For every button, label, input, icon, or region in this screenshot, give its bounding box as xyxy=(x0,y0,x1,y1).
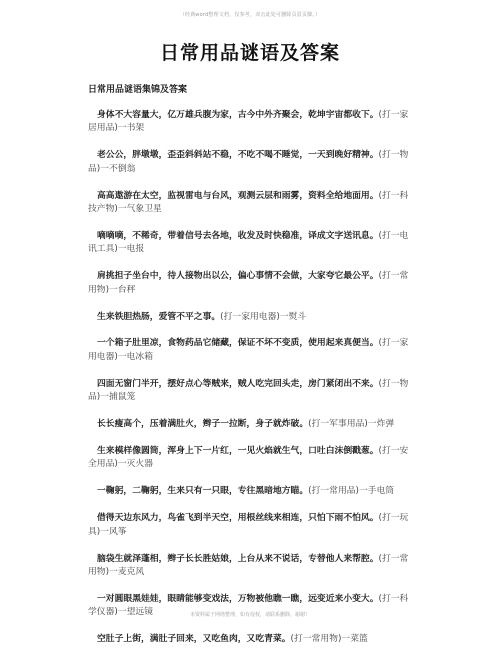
riddle-item xyxy=(88,190,414,217)
riddle-question: 嘀嘀嘀，不稀奇，带着信号去各地，收发及时快稳准，译成文字送讯息。 xyxy=(97,230,379,241)
riddle-question: 四面无窗门半开，摆好点心等贼来，贼人吃完回头走，房门紧闭出不来。 xyxy=(97,378,379,389)
riddle-answer: (打一科学仪器)一望远镜 xyxy=(88,593,409,618)
riddle-question: 身体不大容量大，亿万雄兵腹为家，古今中外齐聚会，乾坤宇宙都收下。 xyxy=(97,110,379,120)
riddle-item xyxy=(88,512,414,539)
riddle-list xyxy=(88,109,414,647)
subtitle: 日常用品谜语集锦及答案 xyxy=(88,85,188,95)
riddle-item xyxy=(88,270,414,297)
riddle-answer: (打一玩具)一风筝 xyxy=(88,513,409,537)
riddle-item xyxy=(88,149,414,176)
document-body xyxy=(88,84,414,660)
riddle-question: 一个箱子肚里凉，食物药品它储藏，保证不坏不变质，使用起来真便当。 xyxy=(97,338,379,349)
riddle-question: 空肚子上街，满肚子回来，又吃鱼肉，又吃青菜。 xyxy=(97,634,291,645)
riddle-answer: (打一家用电器)一电冰箱 xyxy=(88,338,409,362)
riddle-answer: (打一军事用品)一炸弹 xyxy=(308,419,395,430)
riddle-answer: (打一常用物)一台秤 xyxy=(88,271,409,295)
riddle-answer: (打一物品)一不倒翁 xyxy=(88,150,409,174)
riddle-item xyxy=(88,485,414,498)
riddle-question: 一对圆眼黑娃娃，眼睛能够变戏法，万物被他瞧一瞧，远变近来小变大。 xyxy=(97,593,379,604)
riddle-answer: (打一常用物)一麦克风 xyxy=(88,553,409,577)
page-title: 日常用品谜语及答案 xyxy=(159,42,340,64)
riddle-question: 肩挑担子坐台中，待人接物出以公，偏心事情不会做，大家夸它最公平。 xyxy=(97,271,379,282)
header-note: （经典word整理文档，仅参考，双击此处可删除页眉页脚。） xyxy=(179,12,321,18)
riddle-answer: (打一常用物)一菜篮 xyxy=(290,634,368,645)
footer-note: 本资料属于网络整理，如有侵权，请联系删除，谢谢！ xyxy=(189,612,310,618)
riddle-answer: (打一常用品)一手电筒 xyxy=(308,486,395,497)
riddle-answer: (打一物品)一捕鼠笼 xyxy=(88,378,409,403)
riddle-question: 生来铁胆热肠，爱管不平之事。 xyxy=(97,311,221,322)
riddle-answer: (打一家居用品)一书架 xyxy=(88,110,409,134)
riddle-item xyxy=(88,337,414,364)
riddle-item xyxy=(88,311,414,324)
riddle-item xyxy=(88,445,414,472)
riddle-question: 长长瘦高个，压着满肚火，辫子一拉断，身子就炸破。 xyxy=(97,419,309,430)
riddle-item xyxy=(88,378,414,405)
riddle-question: 借得天边东风力，鸟雀飞到半天空，用根丝线来相连，只怕下雨不怕风。 xyxy=(97,513,379,524)
riddle-question: 高高遨游在太空，监视雷电与台风，观测云层和雨雾，资料全给地面用。 xyxy=(97,190,379,201)
riddle-answer: (打一安全用品)一灭火器 xyxy=(88,446,409,470)
riddle-answer: (打一科技产物)一气象卫星 xyxy=(88,190,409,215)
riddle-question: 一鞠躬，二鞠躬，生来只有一只眼，专往黑暗地方瞄。 xyxy=(97,486,309,497)
riddle-answer: (打一家用电器)一熨斗 xyxy=(220,311,307,322)
riddle-question: 老公公，胖墩墩，歪歪斜斜站不稳，不吃不喝不睡觉，一天到晚好精神。 xyxy=(97,150,379,161)
riddle-item xyxy=(88,230,414,257)
riddle-question: 脑袋生就泽蓬相，辫子长长胜姑娘，上台从来不说话，专替他人来帮腔。 xyxy=(97,553,379,564)
riddle-item xyxy=(88,553,414,580)
riddle-item xyxy=(88,109,414,136)
riddle-item xyxy=(88,418,414,431)
riddle-item xyxy=(88,633,414,646)
riddle-question: 生来模样像圆筒，浑身上下一片红，一见火焰就生气，口吐白沫倒戳葱。 xyxy=(97,446,379,456)
riddle-answer: (打一电讯工具)一电报 xyxy=(88,230,409,255)
